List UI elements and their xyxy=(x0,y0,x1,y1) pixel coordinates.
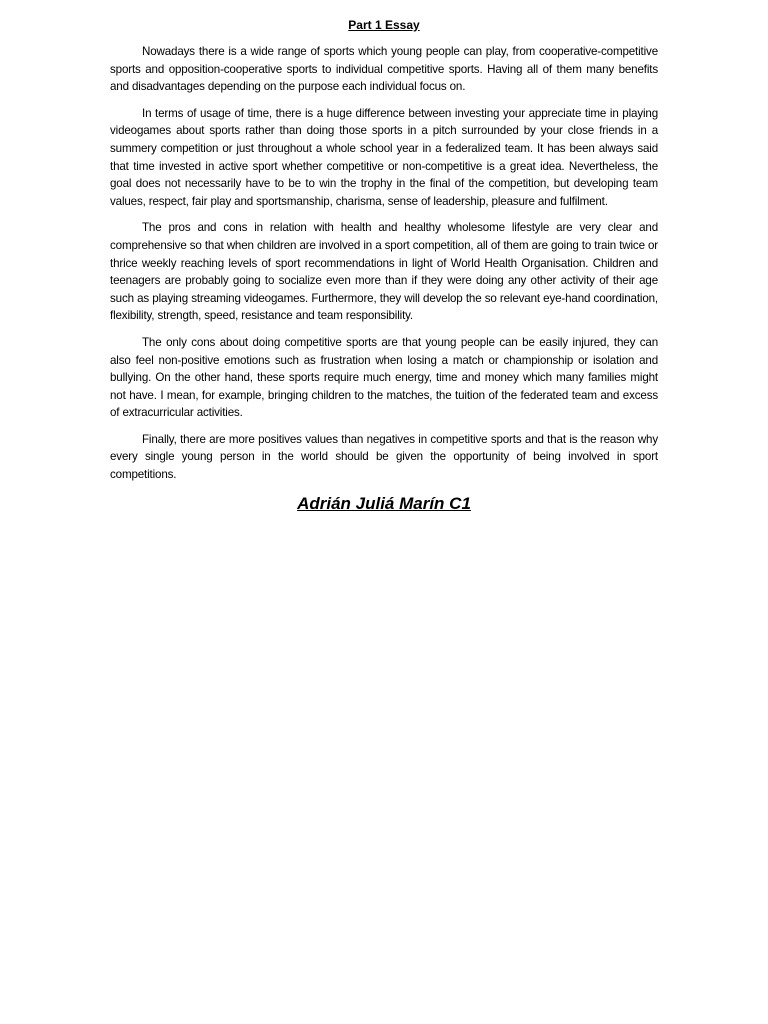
paragraph-cons: The only cons about doing competitive sports are that young people can be easily injured, they can also feel non-positive emotions such as frustration when losing a match or championship or isolation and bullying. On the other hand, these sports require much energy, time and money which many families might not have. I mean, for example, bringing children to the matches, the tuition of the federated team and excess of extracurricular activities. xyxy=(110,335,658,420)
author-signature: Adrián Juliá Marín C1 xyxy=(297,493,471,513)
paragraph-time-usage: In terms of usage of time, there is a huge difference between investing your appreciate time in playing videogames about sports rather than doing those sports in a pitch surrounded by your close friends in a summery competition or just throughout a whole school year in a federalized team. It has been always said that time invested in active sport whether competitive or non-competitive is a great idea. Nevertheless, the goal does not necessarily have to be to win the trophy in the final of the competition, but developing team values, respect, fair play and sportsmanship, charisma, sense of leadership, pleasure and fulfilment. xyxy=(110,106,658,208)
paragraph-health: The pros and cons in relation with health and healthy wholesome lifestyle are very clear and comprehensive so that when children are involved in a sport competition, all of them are going to train twice or thrice weekly reaching levels of sport recommendations in light of World Health Organisation. Children and teenagers are probably going to socialize even more than if they were doing any other activity of their age such as playing streaming videogames. Furthermore, they will develop the so relevant eye-hand coordination, flexibility, strength, speed, resistance and team responsibility. xyxy=(110,221,658,323)
essay-page xyxy=(110,17,658,515)
paragraph-conclusion: Finally, there are more positives values than negatives in competitive sports and that is the reason why every single young person in the world should be given the opportunity of being involved in sport competitions. xyxy=(110,432,658,482)
essay-title: Part 1 Essay xyxy=(348,18,420,32)
paragraph-intro: Nowadays there is a wide range of sports which young people can play, from cooperative-competitive sports and opposition-cooperative sports to individual competitive sports. Having all of them many benefits and disadvantages depending on the purpose each individual focus on. xyxy=(110,45,658,94)
